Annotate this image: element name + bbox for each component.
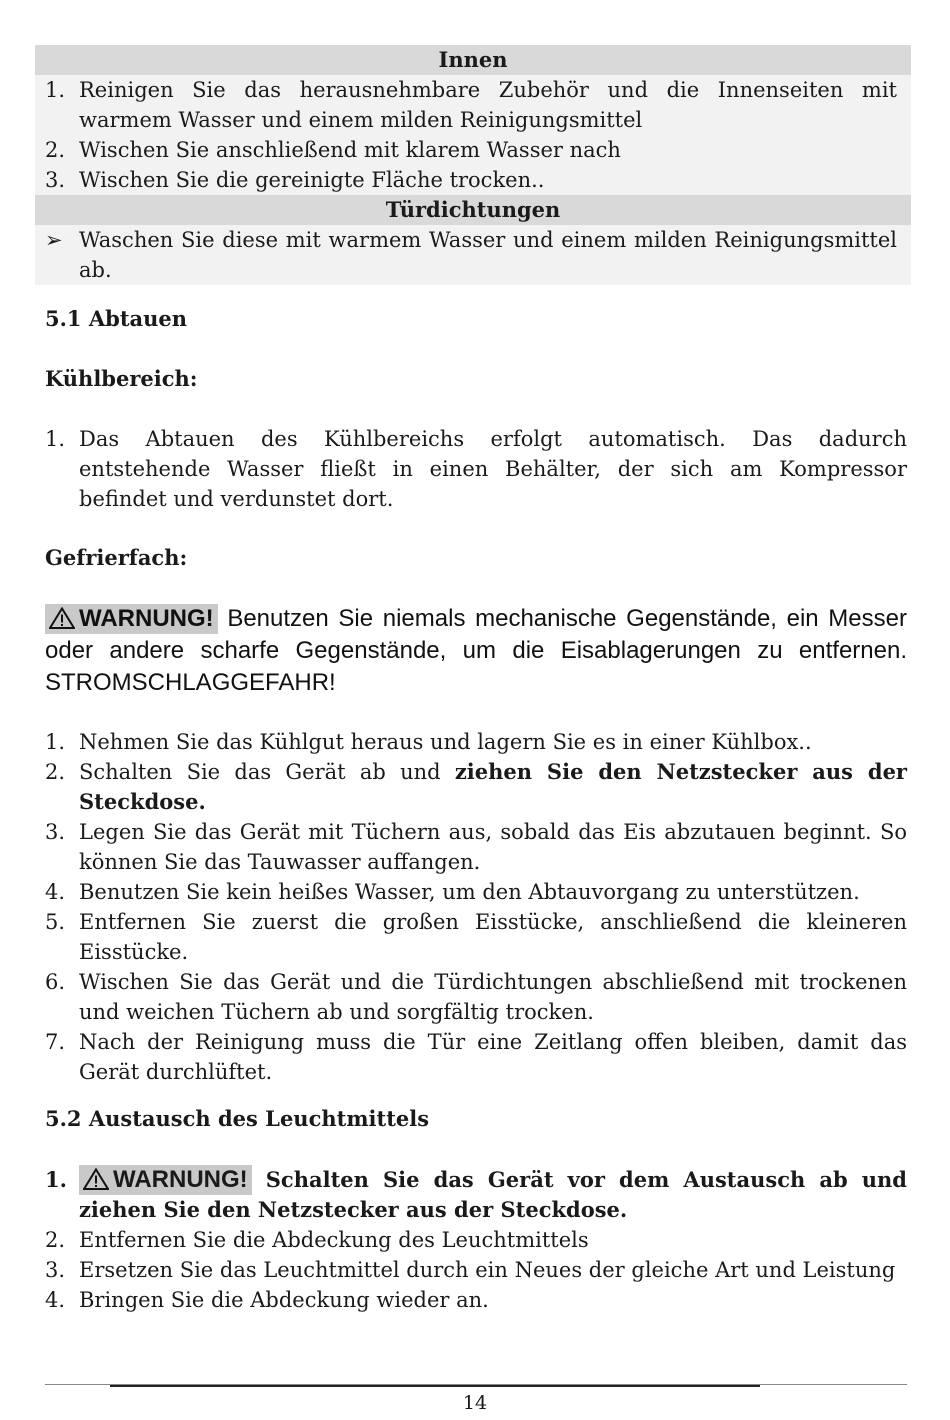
row-text: Reinigen Sie das herausnehmbare Zubehör und die Innenseiten mit warmem Wasser und einem milden Reinigungsmittel (79, 78, 897, 132)
warning-text: Schalten Sie das Gerät vor dem Austausch ab und ziehen Sie den Netzstecker aus der Steckdose. (79, 1167, 907, 1222)
item-number: 3. (45, 1258, 66, 1282)
item-text: Wischen Sie das Gerät und die Türdichtungen abschließend mit trockenen und weichen Tüchern ab und sorgfältig trocken. (79, 970, 907, 1024)
leuchtmittel-steps-list (45, 1165, 907, 1315)
item-text: Benutzen Sie kein heißes Wasser, um den Abtauvorgang zu unterstützen. (79, 880, 860, 904)
abtau-steps-list (45, 727, 907, 1087)
footer-divider (110, 1385, 760, 1387)
list-item (45, 1285, 907, 1315)
warning-label: WARNUNG! (113, 1166, 248, 1193)
list-item (45, 817, 907, 877)
item-number: 3. (45, 820, 66, 844)
list-item (45, 1165, 907, 1225)
item-number: 1. (45, 730, 66, 754)
table-header-innen: Innen (35, 45, 911, 75)
list-item (45, 907, 907, 967)
item-text: Entfernen Sie die Abdeckung des Leuchtmittels (79, 1228, 589, 1252)
list-item (45, 1027, 907, 1087)
table-header-tuerdichtungen: Türdichtungen (35, 195, 911, 225)
item-number: 4. (45, 880, 66, 904)
item-number: 1. (45, 427, 66, 451)
warning-label: WARNUNG! (79, 605, 214, 632)
table-row (35, 75, 911, 135)
item-text: Legen Sie das Gerät mit Tüchern aus, sobald das Eis abzutauen beginnt. So können Sie das Tauwasser auffangen. (79, 820, 907, 874)
arrow-bullet-icon: ➢ (45, 228, 63, 252)
item-text (79, 1165, 907, 1225)
warning-paragraph (45, 603, 907, 699)
row-number: 3. (45, 168, 66, 192)
row-text: Wischen Sie die gereinigte Fläche trocken.. (79, 168, 545, 192)
item-text: Nehmen Sie das Kühlgut heraus und lagern Sie es in einer Kühlbox.. (79, 730, 812, 754)
table-body-tuerdichtungen (35, 225, 911, 285)
warning-triangle-icon (49, 607, 75, 629)
row-number: 1. (45, 78, 66, 102)
list-item (45, 424, 907, 514)
row-text: Waschen Sie diese mit warmem Wasser und einem milden Reinigungsmittel ab. (79, 228, 897, 282)
list-item (45, 967, 907, 1027)
row-number: 2. (45, 138, 66, 162)
list-item (45, 1255, 907, 1285)
item-number: 7. (45, 1030, 66, 1054)
heading-kuehlbereich: Kühlbereich: (45, 366, 198, 391)
item-text-plain: Schalten Sie das Gerät ab und (79, 760, 455, 784)
row-text: Wischen Sie anschließend mit klarem Wasser nach (79, 138, 621, 162)
item-number: 6. (45, 970, 66, 994)
item-text: Bringen Sie die Abdeckung wieder an. (79, 1288, 489, 1312)
page-number: 14 (462, 1392, 488, 1414)
item-text (79, 757, 907, 817)
item-number: 2. (45, 760, 66, 784)
warning-triangle-icon (83, 1168, 109, 1190)
list-item (45, 727, 907, 757)
item-text-bold: ziehen Sie den Netzstecker aus der Steckdose. (79, 759, 908, 814)
list-item (45, 1225, 907, 1255)
warning-badge (45, 604, 218, 634)
item-number: 4. (45, 1288, 66, 1312)
item-number: 5. (45, 910, 66, 934)
item-text: Ersetzen Sie das Leuchtmittel durch ein Neues der gleiche Art und Leistung (79, 1258, 896, 1282)
warning-badge (79, 1165, 252, 1195)
item-text: Das Abtauen des Kühlbereichs erfolgt automatisch. Das dadurch entstehende Wasser fließt in einen Behälter, der sich am Kompressor befindet und verdunstet dort. (79, 427, 907, 511)
table-body-innen (35, 75, 911, 195)
table-row (35, 135, 911, 165)
section-title-5-1: 5.1 Abtauen (45, 306, 188, 331)
list-item (45, 757, 907, 817)
table-row (35, 165, 911, 195)
item-number: 2. (45, 1228, 66, 1252)
item-text: Entfernen Sie zuerst die großen Eisstücke, anschließend die kleineren Eisstücke. (79, 910, 907, 964)
item-number: 1. (45, 1167, 67, 1192)
warning-text: Benutzen Sie niemals mechanische Gegenstände, ein Messer oder andere scharfe Gegenstände, um die Eisablagerungen zu entfernen. STROMSCHLAGGEFAHR! (45, 605, 907, 696)
cleaning-table (35, 45, 911, 285)
kuehlbereich-list (45, 424, 907, 514)
table-row (35, 225, 911, 285)
list-item (45, 877, 907, 907)
section-title-5-2: 5.2 Austausch des Leuchtmittels (45, 1106, 430, 1131)
heading-gefrierfach: Gefrierfach: (45, 545, 188, 570)
item-text: Nach der Reinigung muss die Tür eine Zeitlang offen bleiben, damit das Gerät durchlüftet. (79, 1030, 907, 1084)
